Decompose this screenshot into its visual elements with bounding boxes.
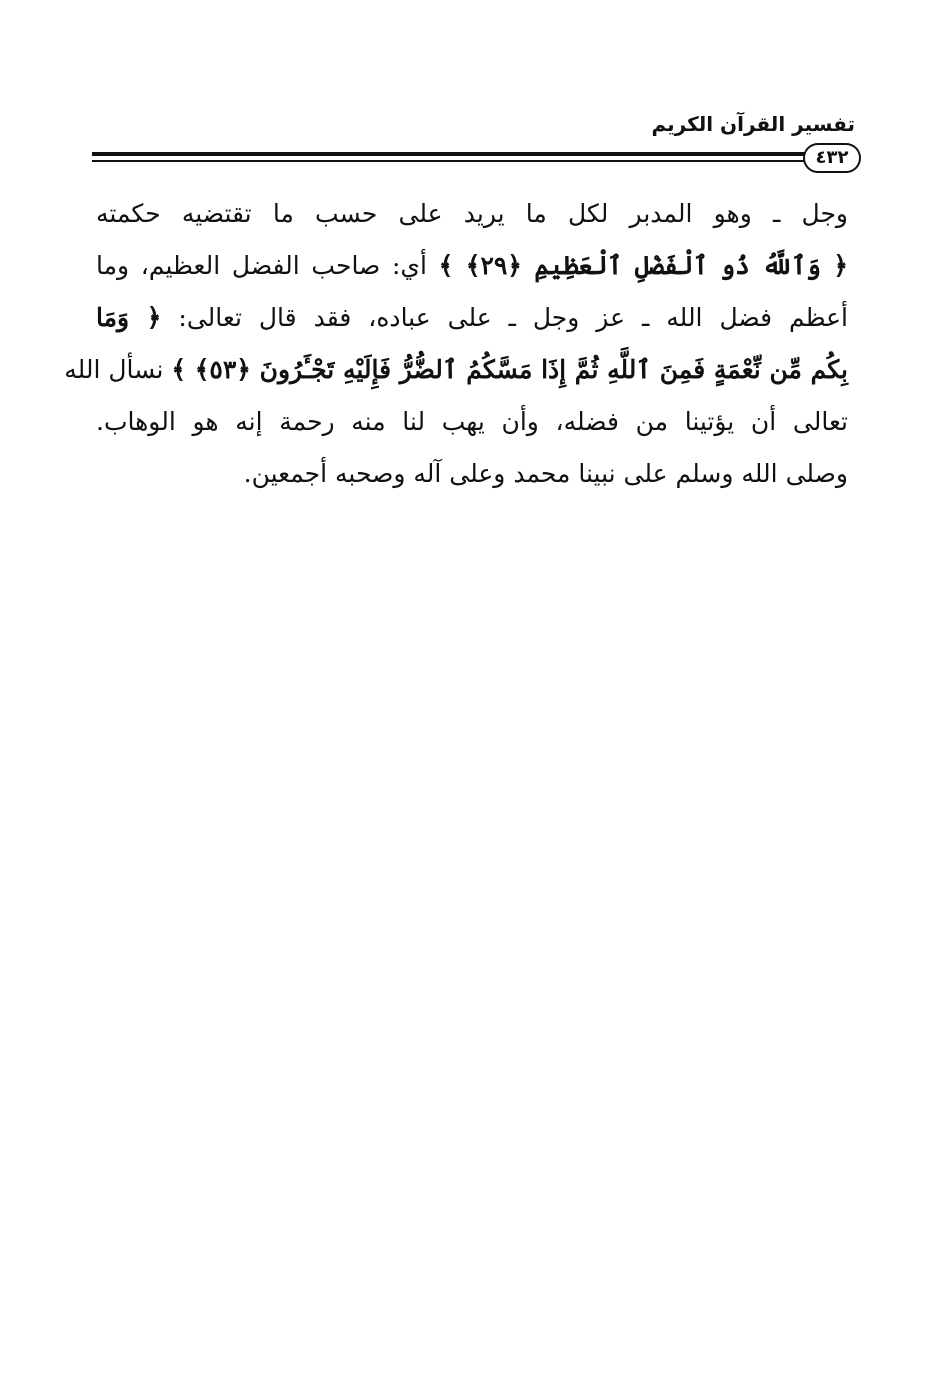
- running-head-book-title: تفسير القرآن الكريم: [651, 112, 855, 136]
- quran-verse-segment: ﴿ وَمَا: [96, 303, 162, 332]
- text-line-1: [96, 188, 848, 240]
- plain-text-segment: أعظم فضل الله ـ عز وجل ـ على عباده، فقد قال تعالى:: [161, 303, 848, 332]
- plain-text-segment: وجل ـ وهو المدبر لكل ما يريد على حسب ما تقتضيه حكمته: [96, 199, 848, 228]
- body-text: [64, 188, 848, 500]
- plain-text-segment: وصلى الله وسلم على نبينا محمد وعلى آله وصحبه أجمعين.: [243, 459, 848, 488]
- plain-text-segment: تعالى أن يؤتينا من فضله، وأن يهب لنا منه رحمة إنه هو الوهاب.: [96, 407, 848, 436]
- text-line-3: [96, 292, 848, 344]
- quran-verse-segment: ﴿ وَٱللَّهُ ذُو ٱلْفَضْلِ ٱلْعَظِيمِ ﴿٢٩﴾ ﴾: [438, 251, 848, 280]
- text-line-6: [96, 448, 848, 500]
- header-rule-thin: [92, 160, 808, 162]
- plain-text-segment: نسأل الله: [64, 355, 172, 384]
- text-line-5: [96, 396, 848, 448]
- plain-text-segment: أي: صاحب الفضل العظيم، وما: [96, 251, 439, 280]
- text-line-4: [64, 344, 848, 396]
- page-number-badge: ٤٣٢: [803, 143, 861, 173]
- quran-verse-segment: بِكُم مِّن نِّعْمَةٍ فَمِنَ ٱللَّهِ ثُمَّ إِذَا مَسَّكُمُ ٱلضُّرُّ فَإِلَيْهِ تَجْـَٔرُونَ ﴿٥٣﴾ ﴾: [171, 355, 848, 384]
- header-rule-thick: [92, 152, 808, 156]
- text-line-2: [96, 240, 848, 292]
